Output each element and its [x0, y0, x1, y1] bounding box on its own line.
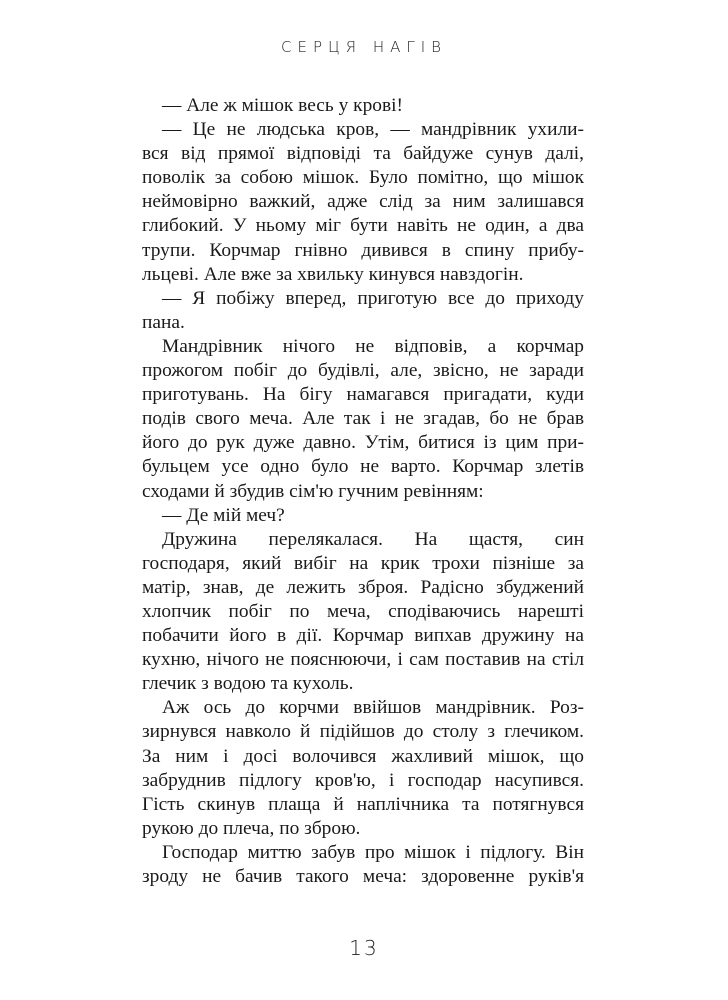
text-line: його до рук дуже давно. Утім, битися із цим при-: [142, 432, 584, 454]
page-number: 13: [349, 936, 379, 960]
text-line: — Це не людська кров, — мандрівник ухили-: [162, 119, 584, 141]
text-line: — Але ж мішок весь у крові!: [162, 95, 403, 116]
text-line: побачити його в дії. Корчмар випхав дружину на: [142, 625, 584, 647]
text-line: кухню, нічого не пояснюючи, і сам поставив на стіл: [142, 649, 584, 671]
paragraph: [142, 287, 584, 335]
paragraph: [142, 528, 584, 697]
text-line: подів свого меча. Але так і не згадав, бо не брав: [142, 408, 584, 430]
text-line: Господар миттю забув про мішок і підлогу. Він: [162, 841, 584, 863]
text-line: пана.: [142, 311, 185, 333]
text-line: господаря, який вибіг на крик трохи пізніше за: [142, 552, 584, 574]
text-line: забруднив підлогу кров'ю, і господар насупився.: [142, 769, 584, 791]
text-line: сходами й збудив сім'ю гучним ревінням:: [142, 480, 484, 502]
text-line: — Я побіжу вперед, приготую все до приходу: [162, 287, 584, 309]
text-line: бульцем усе одно було не варто. Корчмар злетів: [142, 456, 584, 478]
text-line: глечик з водою та кухоль.: [142, 673, 354, 695]
paragraph: [142, 696, 584, 841]
text-line: — Де мій меч?: [162, 504, 285, 526]
text-line: приготувань. На бігу намагався пригадати, куди: [142, 384, 584, 406]
text-line: глибокий. У ньому міг бути навіть не один, а два: [142, 215, 584, 237]
text-line: Гість скинув плаща й наплічника та потягнувся: [142, 793, 584, 815]
text-line: Дружина перелякалася. На щастя, син: [162, 528, 584, 550]
running-head: СЕРЦЯ НАГІВ: [281, 38, 447, 56]
paragraph: [142, 335, 584, 504]
text-line: поволік за собою мішок. Було помітно, що мішок: [142, 167, 584, 189]
text-line: зроду не бачив такого меча: здоровенне руків'я: [142, 866, 584, 887]
text-line: хлопчик побіг по меча, сподіваючись нарешті: [142, 600, 584, 622]
text-line: Аж ось до корчми ввійшов мандрівник. Роз-: [162, 697, 584, 719]
paragraph: [142, 94, 584, 118]
body-text: [142, 94, 584, 889]
text-line: зирнувся навколо й підійшов до столу з глечиком.: [142, 721, 584, 743]
text-line: трупи. Корчмар гнівно дивився в спину прибу-: [142, 239, 584, 261]
text-line: рукою до плеча, по зброю.: [142, 817, 361, 839]
text-line: льцеві. Але вже за хвильку кинувся навздогін.: [142, 263, 524, 285]
paragraph: [142, 118, 584, 287]
text-line: Мандрівник нічого не відповів, а корчмар: [162, 335, 584, 357]
text-line: неймовірно важкий, адже слід за ним залишався: [142, 191, 584, 213]
text-line: матір, знав, де лежить зброя. Радісно збуджений: [142, 576, 584, 598]
text-line: вся від прямої відповіді та байдуже сунув далі,: [142, 143, 584, 165]
paragraph: [142, 504, 584, 528]
text-line: прожогом побіг до будівлі, але, звісно, не заради: [142, 360, 584, 382]
text-line: За ним і досі волочився жахливий мішок, що: [142, 745, 584, 767]
paragraph: [142, 841, 584, 889]
